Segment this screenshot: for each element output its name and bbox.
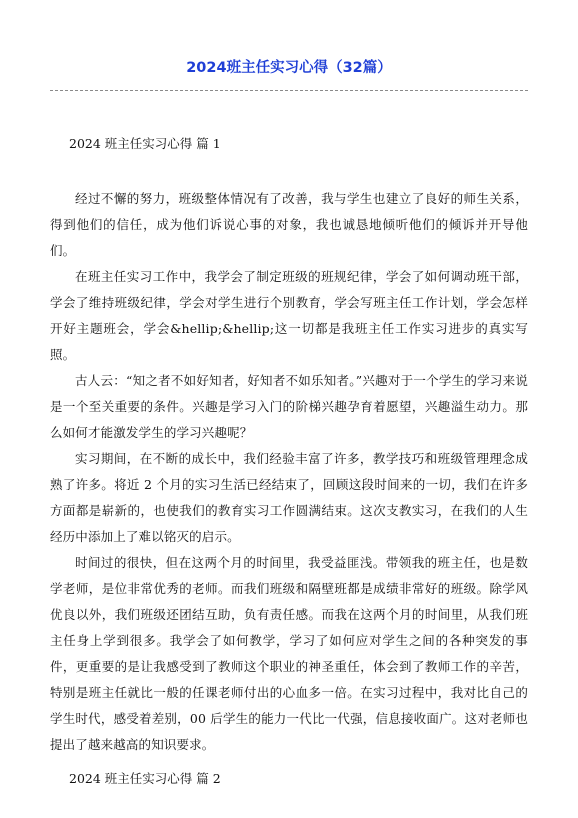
document-title: 2024班主任实习心得（32篇） <box>186 60 392 76</box>
paragraph-4: 实习期间，在不断的成长中，我们经验丰富了许多，教学技巧和班级管理理念成熟了许多。将近 2 个月的实习生活已经结束了，回顾这段时间来的一切，我们在许多方面都是崭新的，也使我们的教育实习工作圆满结束。这次支教实习，在我们的人生经历中添加上了难以铭灭的启示。 <box>50 451 528 544</box>
paragraph-5: 时间过的很快，但在这两个月的时间里，我受益匪浅。带领我的班主任，也是数学老师，是位非常优秀的老师。而我们班级和隔壁班都是成绩非常好的班级。除学风优良以外，我们班级还团结互助，负有责任感。而我在这两个月的时间里，从我们班主任身上学到很多。我学会了如何教学，学习了如何应对学生之间的各种突发的事件，更重要的是让我感受到了教师这个职业的神圣重任，体会到了教师工作的辛苦，特别是班主任就比一般的任课老师付出的心血多一倍。在实习过程中，我对比自己的学生时代，感受着差别，00 后学生的能力一代比一代强，信息接收面广。这对老师也提出了越来越高的知识要求。 <box>50 555 528 752</box>
paragraph-3: 古人云：“知之者不如好知者，好知者不如乐知者。”兴趣对于一个学生的学习来说是一个至关重要的条件。兴趣是学习入门的阶梯兴趣孕育着愿望，兴趣溢生动力。那么如何才能激发学生的学习兴趣呢？ <box>50 373 528 440</box>
title-divider <box>50 90 528 91</box>
paragraph-2: 在班主任实习工作中，我学会了制定班级的班规纪律，学会了如何调动班干部，学会了维持班级纪律，学会对学生进行个别教育，学会写班主任工作计划，学会怎样开好主题班会，学会&hellip;&hellip;这一切都是我班主任工作实习进步的真实写照。 <box>50 269 528 362</box>
section-heading-1: 2024 班主任实习心得 篇 1 <box>69 136 221 151</box>
section-heading-2: 2024 班主任实习心得 篇 2 <box>69 771 221 786</box>
section-body-1 <box>50 186 528 758</box>
paragraph-1: 经过不懈的努力，班级整体情况有了改善，我与学生也建立了良好的师生关系，得到他们的信任，成为他们诉说心事的对象，我也诚恳地倾听他们的倾诉并开导他们。 <box>50 191 528 258</box>
